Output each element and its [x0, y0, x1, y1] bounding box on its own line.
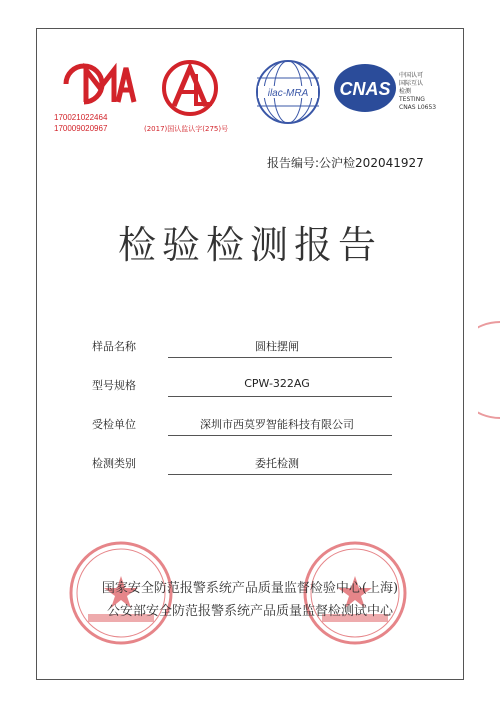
field-label-test-type: 检测类别 — [92, 457, 136, 470]
cal-logo — [160, 58, 220, 118]
issuer-name: 国家安全防范报警系统产品质量监督检验中心(上海) — [101, 581, 399, 596]
cnas-line: TESTING — [399, 96, 425, 103]
page-title: 检验检测报告 — [117, 223, 382, 267]
cnas-text: CNAS — [339, 79, 391, 99]
field-label-sample-name: 样品名称 — [92, 340, 136, 353]
report-number: 报告编号:公沪检202041927 — [267, 156, 424, 170]
edge-seal — [478, 320, 500, 420]
field-underline — [168, 357, 392, 358]
field-label-client: 受检单位 — [92, 418, 136, 431]
field-label-model: 型号规格 — [92, 379, 136, 392]
cal-approval-number: (2017)国认监认字(275)号 — [144, 125, 229, 133]
cnas-logo — [332, 62, 398, 114]
field-underline — [168, 396, 392, 397]
cnas-line: 中国认可 — [399, 72, 424, 79]
cnas-info — [399, 72, 436, 112]
ilac-mra-logo — [254, 58, 322, 126]
ilac-mra-text: ilac-MRA — [267, 88, 309, 99]
cnas-line: 检测 — [399, 88, 412, 95]
field-value-model: CPW-322AG — [244, 377, 310, 390]
cma-logo — [60, 60, 140, 108]
cnas-line: CNAS L0653 — [399, 104, 437, 111]
field-value-test-type: 委托检测 — [255, 457, 299, 470]
cma-code-1: 170021022464 — [54, 113, 108, 122]
field-value-sample-name: 圆柱摆闸 — [255, 340, 299, 353]
cma-code-2: 170009020967 — [54, 124, 108, 133]
field-underline — [168, 435, 392, 436]
field-value-client: 深圳市西莫罗智能科技有限公司 — [200, 418, 354, 431]
cnas-line: 国际互认 — [399, 80, 424, 87]
issuer-name: 公安部安全防范报警系统产品质量监督检测试中心 — [106, 604, 393, 619]
field-underline — [168, 474, 392, 475]
cma-codes — [54, 112, 144, 134]
